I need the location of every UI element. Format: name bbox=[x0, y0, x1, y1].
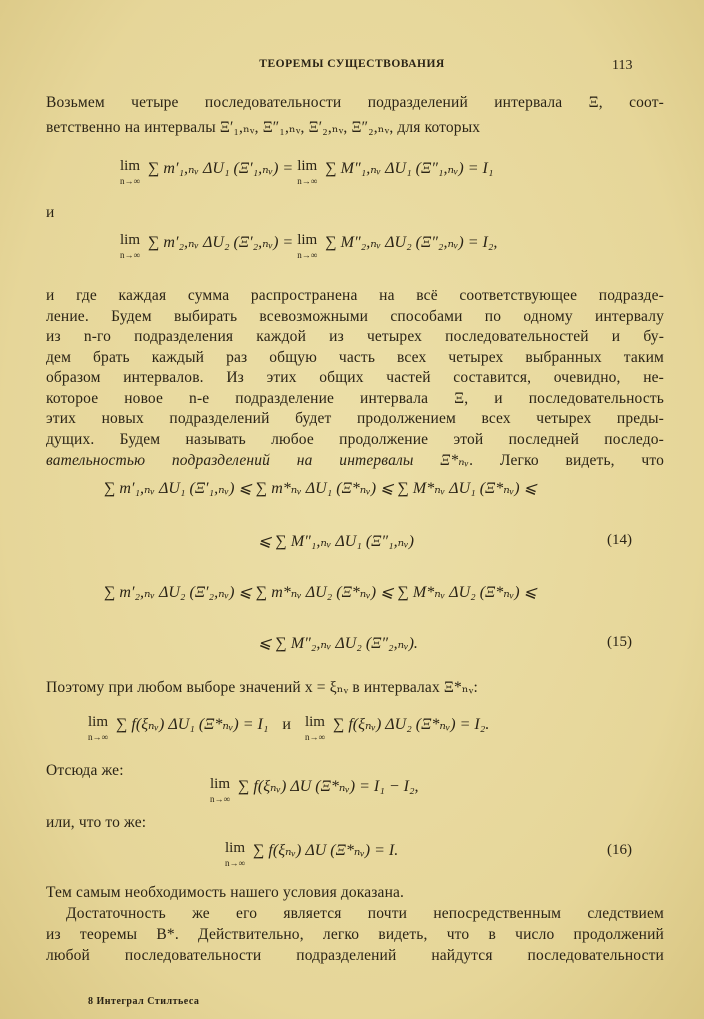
conjunction: и bbox=[282, 716, 291, 733]
signature-footer: 8 Интеграл Стилтьеса bbox=[88, 996, 200, 1007]
lim-subscript: n→∞ bbox=[120, 176, 140, 186]
text-line: из теоремы B*. Действительно, легко видеть, что в число продолжений bbox=[46, 926, 664, 943]
lim-label: lim bbox=[297, 232, 318, 248]
lim-label: lim bbox=[304, 714, 325, 730]
lim-subscript: n→∞ bbox=[88, 732, 108, 742]
lim-subscript: n→∞ bbox=[297, 176, 318, 186]
equation-part: ∑ f(ξₙᵥ) ΔU (Ξ*ₙᵥ) = I₁ − I₂, bbox=[238, 778, 419, 795]
text-line: дем брать каждый раз общую часть всех четырех выбранных таким bbox=[46, 349, 664, 366]
equation-16 bbox=[225, 840, 398, 868]
text-line: Достаточность же его является почти непосредственным следствием bbox=[66, 905, 664, 922]
text-line: Поэтому при любом выборе значений x = ξₙᵥ в интервалах Ξ*ₙᵥ: bbox=[46, 679, 478, 696]
text-line: или, что то же: bbox=[46, 814, 147, 831]
lim-subscript: n→∞ bbox=[297, 250, 318, 260]
lim-label: lim bbox=[120, 232, 141, 248]
inequality-15-line1: ∑ m′₂,ₙᵥ ΔU₂ (Ξ′₂,ₙᵥ) ⩽ ∑ m*ₙᵥ ΔU₂ (Ξ*ₙᵥ) ⩽ ∑ M*ₙᵥ ΔU₂ (Ξ*ₙᵥ) ⩽ bbox=[104, 584, 537, 601]
lim-subscript: n→∞ bbox=[210, 794, 230, 804]
text-span: . Легко видеть, что bbox=[469, 452, 664, 469]
equation-part: ∑ f(ξₙᵥ) ΔU₁ (Ξ*ₙᵥ) = I₁ bbox=[116, 716, 269, 733]
lim-subscript: n→∞ bbox=[225, 858, 245, 868]
text-line: Тем самым необходимость нашего условия доказана. bbox=[46, 884, 405, 901]
equation-number: (16) bbox=[607, 842, 632, 858]
conjunction: и bbox=[46, 204, 55, 221]
inequality-14-line2: ⩽ ∑ M″₁,ₙᵥ ΔU₁ (Ξ″₁,ₙᵥ) bbox=[258, 533, 414, 550]
equation-number: (15) bbox=[607, 634, 632, 650]
equation-number: (14) bbox=[607, 532, 632, 548]
equation-part: ∑ m′₁,ₙᵥ ΔU₁ (Ξ′₁,ₙᵥ) = bbox=[148, 160, 294, 177]
lim-label: lim bbox=[225, 840, 246, 856]
lim-label: lim bbox=[297, 158, 318, 174]
lim-label: lim bbox=[88, 714, 109, 730]
equation-part: ∑ f(ξₙᵥ) ΔU (Ξ*ₙᵥ) = I. bbox=[253, 842, 399, 859]
lim-subscript: n→∞ bbox=[304, 732, 325, 742]
running-title: ТЕОРЕМЫ СУЩЕСТВОВАНИЯ bbox=[259, 58, 445, 70]
text-line: Отсюда же: bbox=[46, 762, 124, 779]
text-line: Возьмем четыре последовательности подразделений интервала Ξ, соот- bbox=[46, 94, 664, 111]
text-line bbox=[46, 451, 664, 470]
inequality-15-line2: ⩽ ∑ M″₂,ₙᵥ ΔU₂ (Ξ″₂,ₙᵥ). bbox=[258, 635, 418, 652]
text-line: дущих. Будем называть любое продолжение этой последней последо- bbox=[46, 431, 664, 448]
text-line: ление. Будем выбирать всевозможными способами по одному интервалу bbox=[46, 308, 664, 325]
text-line: ветственно на интервалы Ξ′₁,ₙᵥ, Ξ″₁,ₙᵥ, Ξ′₂,ₙᵥ, Ξ″₂,ₙᵥ, для которых bbox=[46, 119, 481, 136]
text-line: и где каждая сумма распространена на всё соответствующее подразде- bbox=[46, 287, 664, 304]
text-line: любой последовательности подразделений найдутся последовательности bbox=[46, 947, 664, 964]
text-line: образом интервалов. Из этих общих частей составится, очевидно, не- bbox=[46, 369, 664, 386]
equation-limit-2 bbox=[120, 232, 497, 260]
text-line: из n-го подразделения каждой из четырех последовательностей и бу- bbox=[46, 328, 664, 345]
lim-subscript: n→∞ bbox=[120, 250, 140, 260]
equation-limit-1 bbox=[120, 158, 493, 186]
text-line: этих новых подразделений будет продолжением всех четырех преды- bbox=[46, 410, 664, 427]
equation-part: ∑ m′₂,ₙᵥ ΔU₂ (Ξ′₂,ₙᵥ) = bbox=[148, 234, 294, 251]
italic-term: вательностью подразделений на интервалы Ξ*ₙᵥ bbox=[46, 452, 470, 469]
page-number: 113 bbox=[612, 58, 633, 73]
equation-difference bbox=[210, 776, 419, 804]
lim-label: lim bbox=[210, 776, 231, 792]
equation-limit-pair bbox=[88, 714, 489, 742]
text-line: которое новое n-е подразделение интервала Ξ, и последовательность bbox=[46, 390, 664, 407]
inequality-14-line1: ∑ m′₁,ₙᵥ ΔU₁ (Ξ′₁,ₙᵥ) ⩽ ∑ m*ₙᵥ ΔU₁ (Ξ*ₙᵥ) ⩽ ∑ M*ₙᵥ ΔU₁ (Ξ*ₙᵥ) ⩽ bbox=[104, 480, 537, 497]
equation-part: ∑ f(ξₙᵥ) ΔU₂ (Ξ*ₙᵥ) = I₂. bbox=[332, 716, 490, 733]
equation-part: ∑ M″₁,ₙᵥ ΔU₁ (Ξ″₁,ₙᵥ) = I₁ bbox=[325, 160, 494, 177]
equation-part: ∑ M″₂,ₙᵥ ΔU₂ (Ξ″₂,ₙᵥ) = I₂, bbox=[325, 234, 498, 251]
lim-label: lim bbox=[120, 158, 141, 174]
